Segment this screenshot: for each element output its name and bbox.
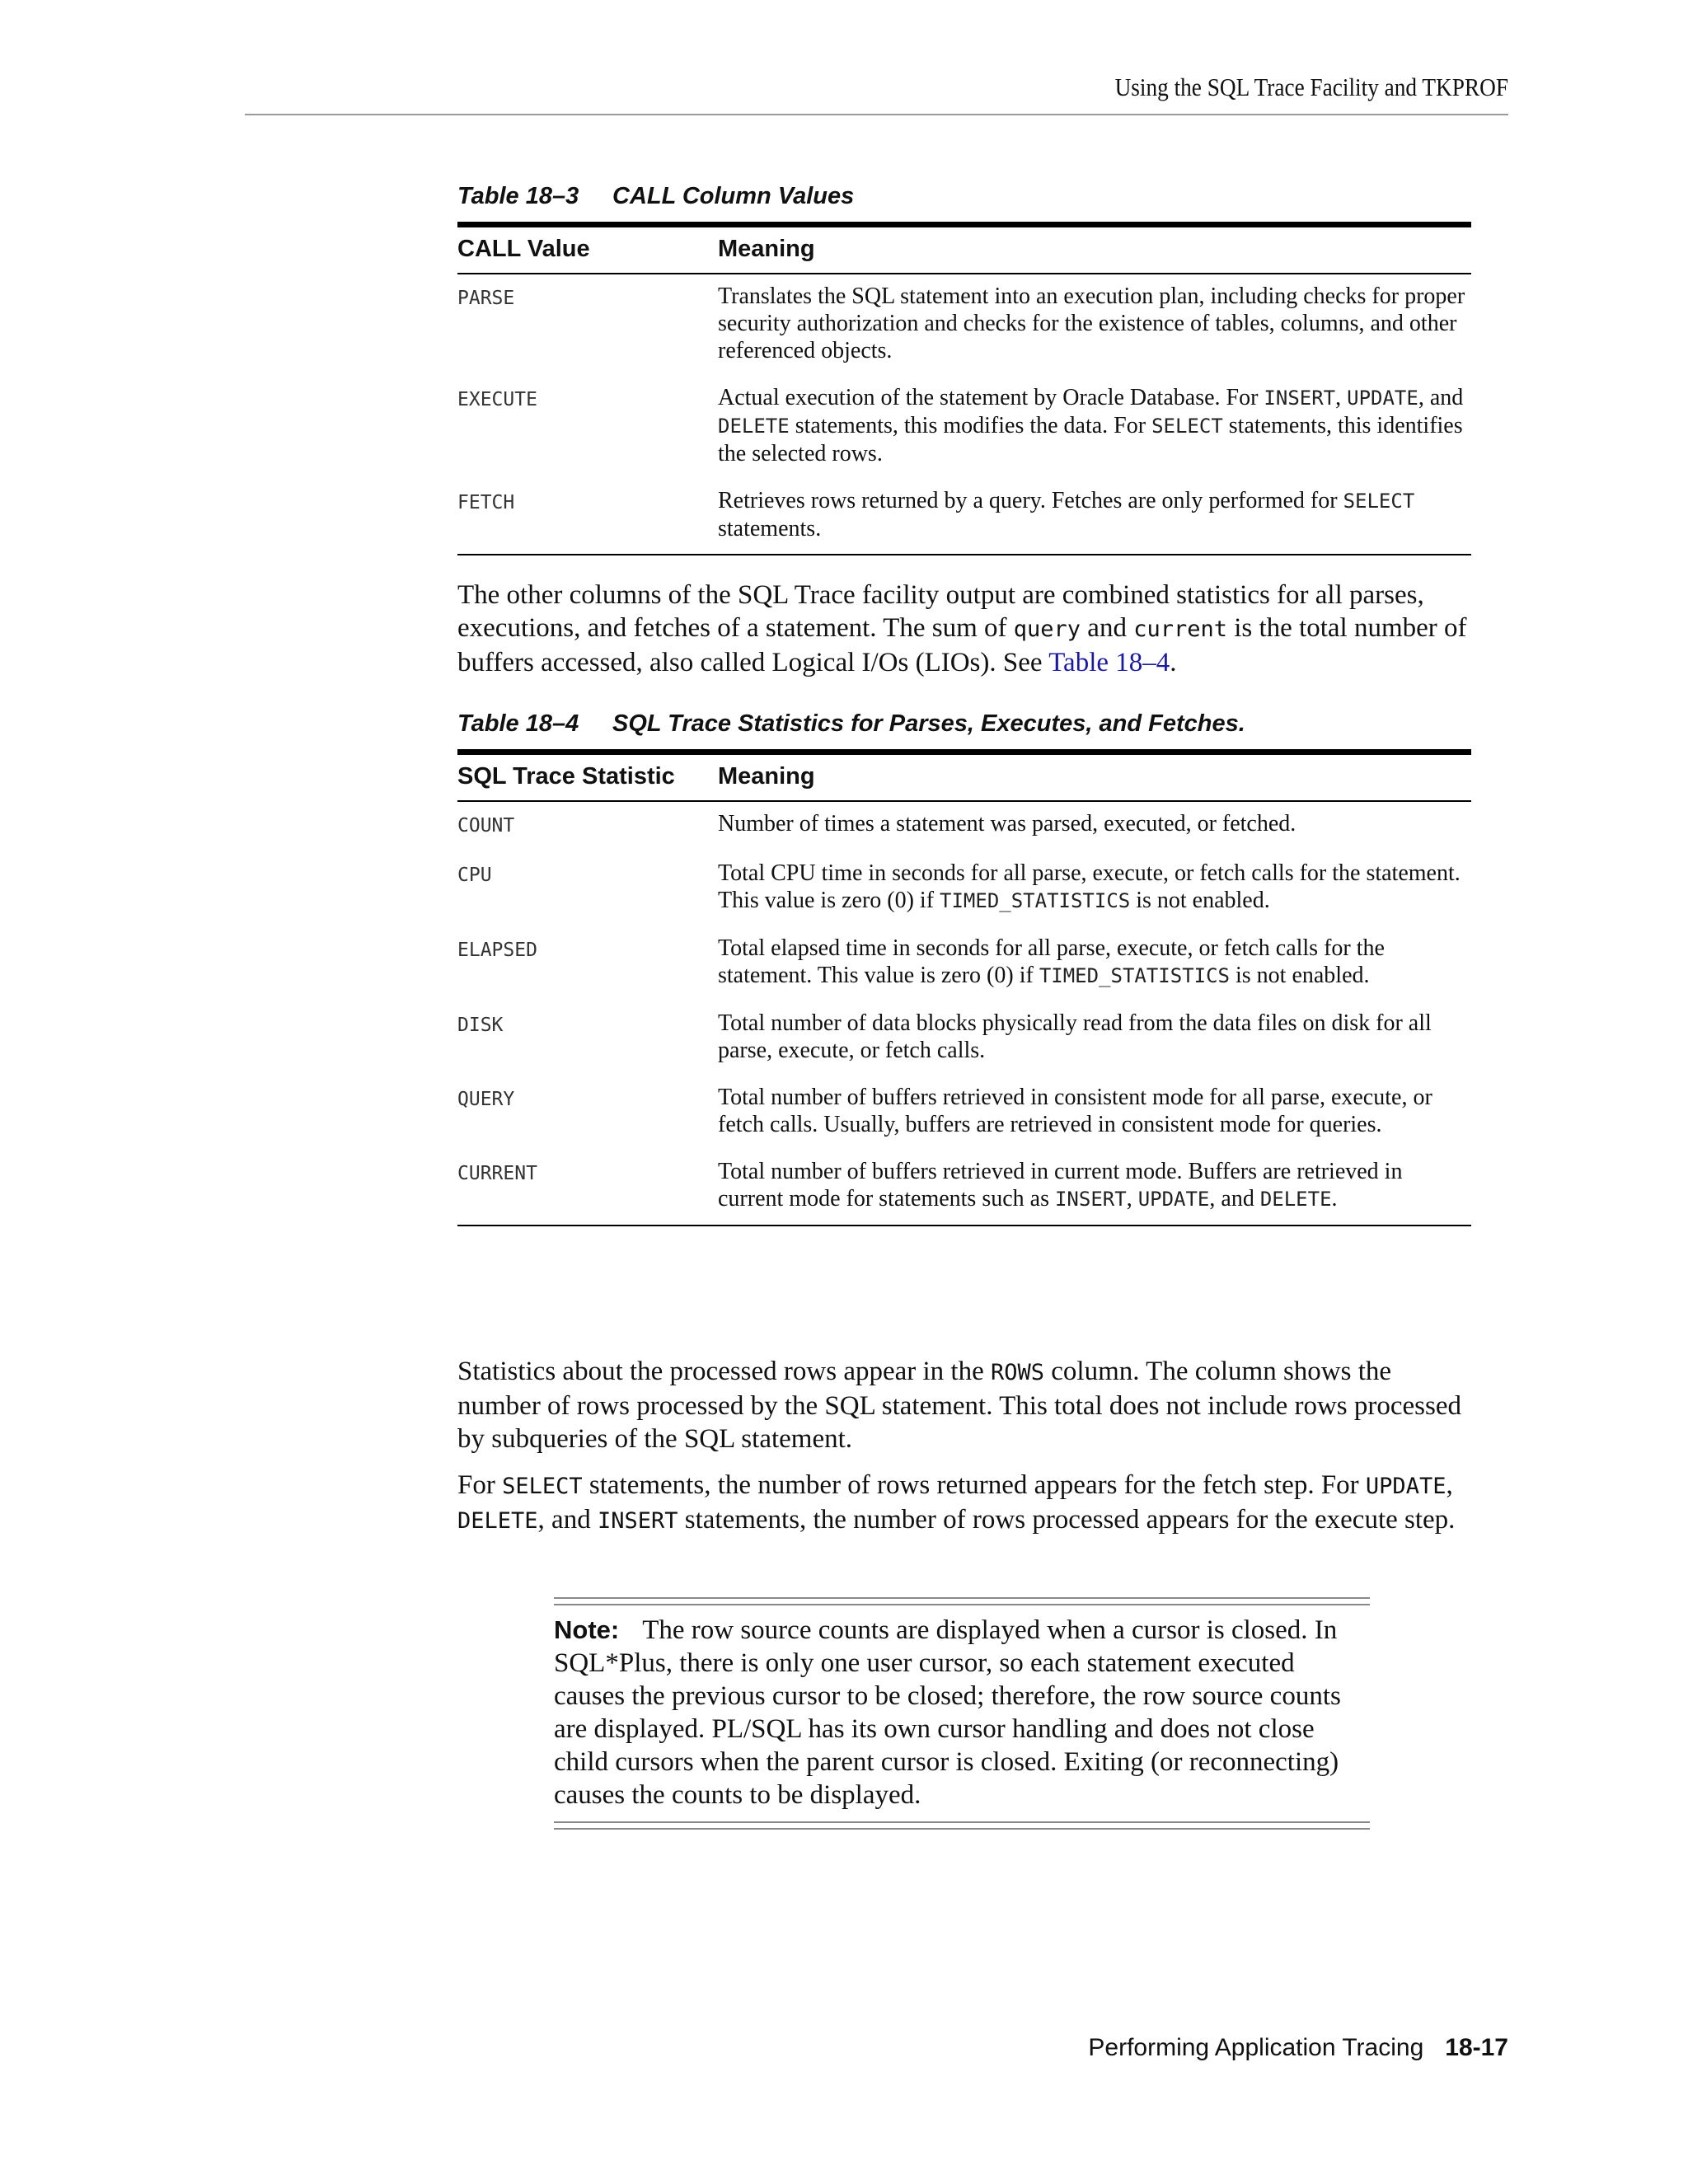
text-run: statements, the number of rows returned appears for the fetch step. For	[582, 1470, 1366, 1500]
running-header: Using the SQL Trace Facility and TKPROF	[1114, 73, 1508, 101]
footer-chapter: Performing Application Tracing	[1088, 2034, 1424, 2061]
text-run: statements, this modifies the data. For	[789, 413, 1152, 438]
inline-code: DELETE	[457, 1508, 538, 1534]
text-run: The other columns of the SQL Trace facility output are combined statistics for all parses, executions, and fetches of a statement. The sum of	[457, 580, 1424, 643]
table-row	[457, 926, 1471, 1001]
inline-code: SELECT	[502, 1474, 583, 1499]
row-meaning	[718, 1001, 1471, 1076]
note-bottom-rule	[554, 1821, 1370, 1830]
inline-code: SELECT	[1151, 415, 1223, 438]
sql-trace-statistics-table	[457, 749, 1471, 1226]
inline-code: UPDATE	[1347, 387, 1418, 410]
text-run: ,	[1335, 385, 1348, 410]
table-row	[457, 479, 1471, 555]
row-key: QUERY	[457, 1089, 515, 1110]
inline-code: DELETE	[718, 415, 790, 438]
note-label: Note:	[554, 1615, 620, 1644]
text-run: statements, this identifies the selected rows.	[718, 413, 1463, 466]
text-run: For	[457, 1470, 503, 1500]
column-header: CALL Value	[457, 225, 718, 274]
text-run: Statistics about the processed rows appear in the	[457, 1357, 991, 1386]
table-18-3-block	[457, 183, 1471, 555]
row-meaning	[718, 851, 1471, 926]
text-run: , and	[537, 1505, 598, 1535]
text-run: Total elapsed time in seconds for all parse, execute, or fetch calls for the statement. This value is zero (0) if	[718, 935, 1385, 988]
row-meaning	[718, 376, 1471, 479]
table-caption	[457, 183, 1471, 210]
table-title: SQL Trace Statistics for Parses, Executes, and Fetches.	[612, 710, 1245, 737]
text-run: ,	[1126, 1186, 1138, 1212]
inline-code: DELETE	[1259, 1188, 1332, 1211]
table-row	[457, 1150, 1471, 1226]
row-meaning	[718, 801, 1471, 851]
inline-code: INSERT	[597, 1508, 678, 1534]
table-row	[457, 1076, 1471, 1150]
cross-reference-link[interactable]: Table 18–4	[1048, 648, 1170, 677]
text-run: statements, the number of rows processed appears for the execute step.	[678, 1505, 1456, 1535]
text-run: is the total number of buffers accessed, also called Logical I/Os (LIOs). See	[457, 613, 1467, 677]
column-header: SQL Trace Statistic	[457, 752, 718, 802]
call-column-values-table	[457, 222, 1471, 555]
inline-code: TIMED_STATISTICS	[1039, 964, 1230, 987]
table-row	[457, 376, 1471, 479]
row-meaning	[718, 1150, 1471, 1226]
header-rule	[245, 114, 1508, 115]
paragraph-rows-column	[457, 1355, 1471, 1455]
row-meaning	[718, 274, 1471, 376]
text-run: .	[1170, 648, 1177, 677]
text-run: and	[1081, 613, 1134, 643]
inline-code: TIMED_STATISTICS	[940, 889, 1131, 912]
row-key: CURRENT	[457, 1150, 718, 1226]
text-run: statements.	[718, 516, 822, 541]
inline-code: INSERT	[1054, 1188, 1127, 1211]
table-row	[457, 851, 1471, 926]
table-caption	[457, 710, 1471, 738]
text-run: Total number of buffers retrieved in current mode. Buffers are retrieved in current mode for statements such as	[718, 1159, 1403, 1212]
row-key: ELAPSED	[457, 940, 537, 961]
text-run: Total number of data blocks physically read from the data files on disk for all parse, execute, or fetch calls.	[718, 1010, 1432, 1063]
row-key: CPU	[457, 865, 492, 886]
row-key: DISK	[457, 1015, 504, 1036]
text-run: ,	[1446, 1470, 1453, 1500]
page-number: 18-17	[1445, 2034, 1508, 2061]
row-meaning	[718, 926, 1471, 1001]
row-key: EXECUTE	[457, 389, 537, 410]
column-header: Meaning	[718, 225, 1471, 274]
row-meaning	[718, 479, 1471, 555]
table-number: Table 18–3	[457, 183, 579, 209]
table-18-4-block	[457, 710, 1471, 1226]
inline-code: query	[1013, 616, 1081, 642]
note-box	[554, 1597, 1370, 1830]
text-run: Translates the SQL statement into an execution plan, including checks for proper security authorization and checks for the existence of tables, columns, and other referenced objects.	[718, 284, 1465, 363]
text-run: is not enabled.	[1230, 963, 1370, 988]
inline-code: SELECT	[1343, 490, 1415, 513]
inline-code: UPDATE	[1365, 1474, 1447, 1499]
inline-code: ROWS	[991, 1360, 1045, 1385]
row-meaning	[718, 1076, 1471, 1150]
text-run: Retrieves rows returned by a query. Fetches are only performed for	[718, 488, 1343, 513]
text-run: Actual execution of the statement by Oracle Database. For	[718, 385, 1264, 410]
text-run: , and	[1418, 385, 1464, 410]
note-body	[554, 1605, 1370, 1821]
text-run: Total number of buffers retrieved in consistent mode for all parse, execute, or fetch calls. Usually, buffers are retrieved in consistent mode for queries.	[718, 1085, 1432, 1137]
table-row	[457, 1001, 1471, 1076]
table-title: CALL Column Values	[612, 183, 855, 209]
paragraph-other-columns	[457, 579, 1471, 679]
paragraph-select-statements	[457, 1469, 1471, 1538]
row-key: COUNT	[457, 815, 515, 837]
text-run: column. The column shows the number of rows processed by the SQL statement. This total does not include rows processed by subqueries of the SQL statement.	[457, 1357, 1462, 1454]
text-run: , and	[1209, 1186, 1260, 1212]
row-key: FETCH	[457, 479, 718, 555]
note-top-rule	[554, 1597, 1370, 1605]
page-footer	[0, 2034, 1508, 2062]
inline-code: INSERT	[1264, 387, 1336, 410]
table-number: Table 18–4	[457, 710, 579, 737]
text-run: is not enabled.	[1130, 888, 1270, 913]
row-key: PARSE	[457, 288, 515, 309]
column-header: Meaning	[718, 752, 1471, 802]
text-run: .	[1331, 1186, 1338, 1212]
inline-code: current	[1133, 616, 1227, 642]
text-run: Total CPU time in seconds for all parse, execute, or fetch calls for the statement. This value is zero (0) if	[718, 860, 1461, 913]
note-text: The row source counts are displayed when a cursor is closed. In SQL*Plus, there is only one user cursor, so each statement executed causes the previous cursor to be closed; therefore, the row source counts are displayed. PL/SQL has its own cursor handling and does not close child cursors when the parent cursor is closed. Exiting (or reconnecting) causes the counts to be displayed.	[554, 1615, 1341, 1810]
table-row	[457, 801, 1471, 851]
text-run: Number of times a statement was parsed, executed, or fetched.	[718, 811, 1296, 837]
inline-code: UPDATE	[1137, 1188, 1210, 1211]
table-row	[457, 274, 1471, 376]
